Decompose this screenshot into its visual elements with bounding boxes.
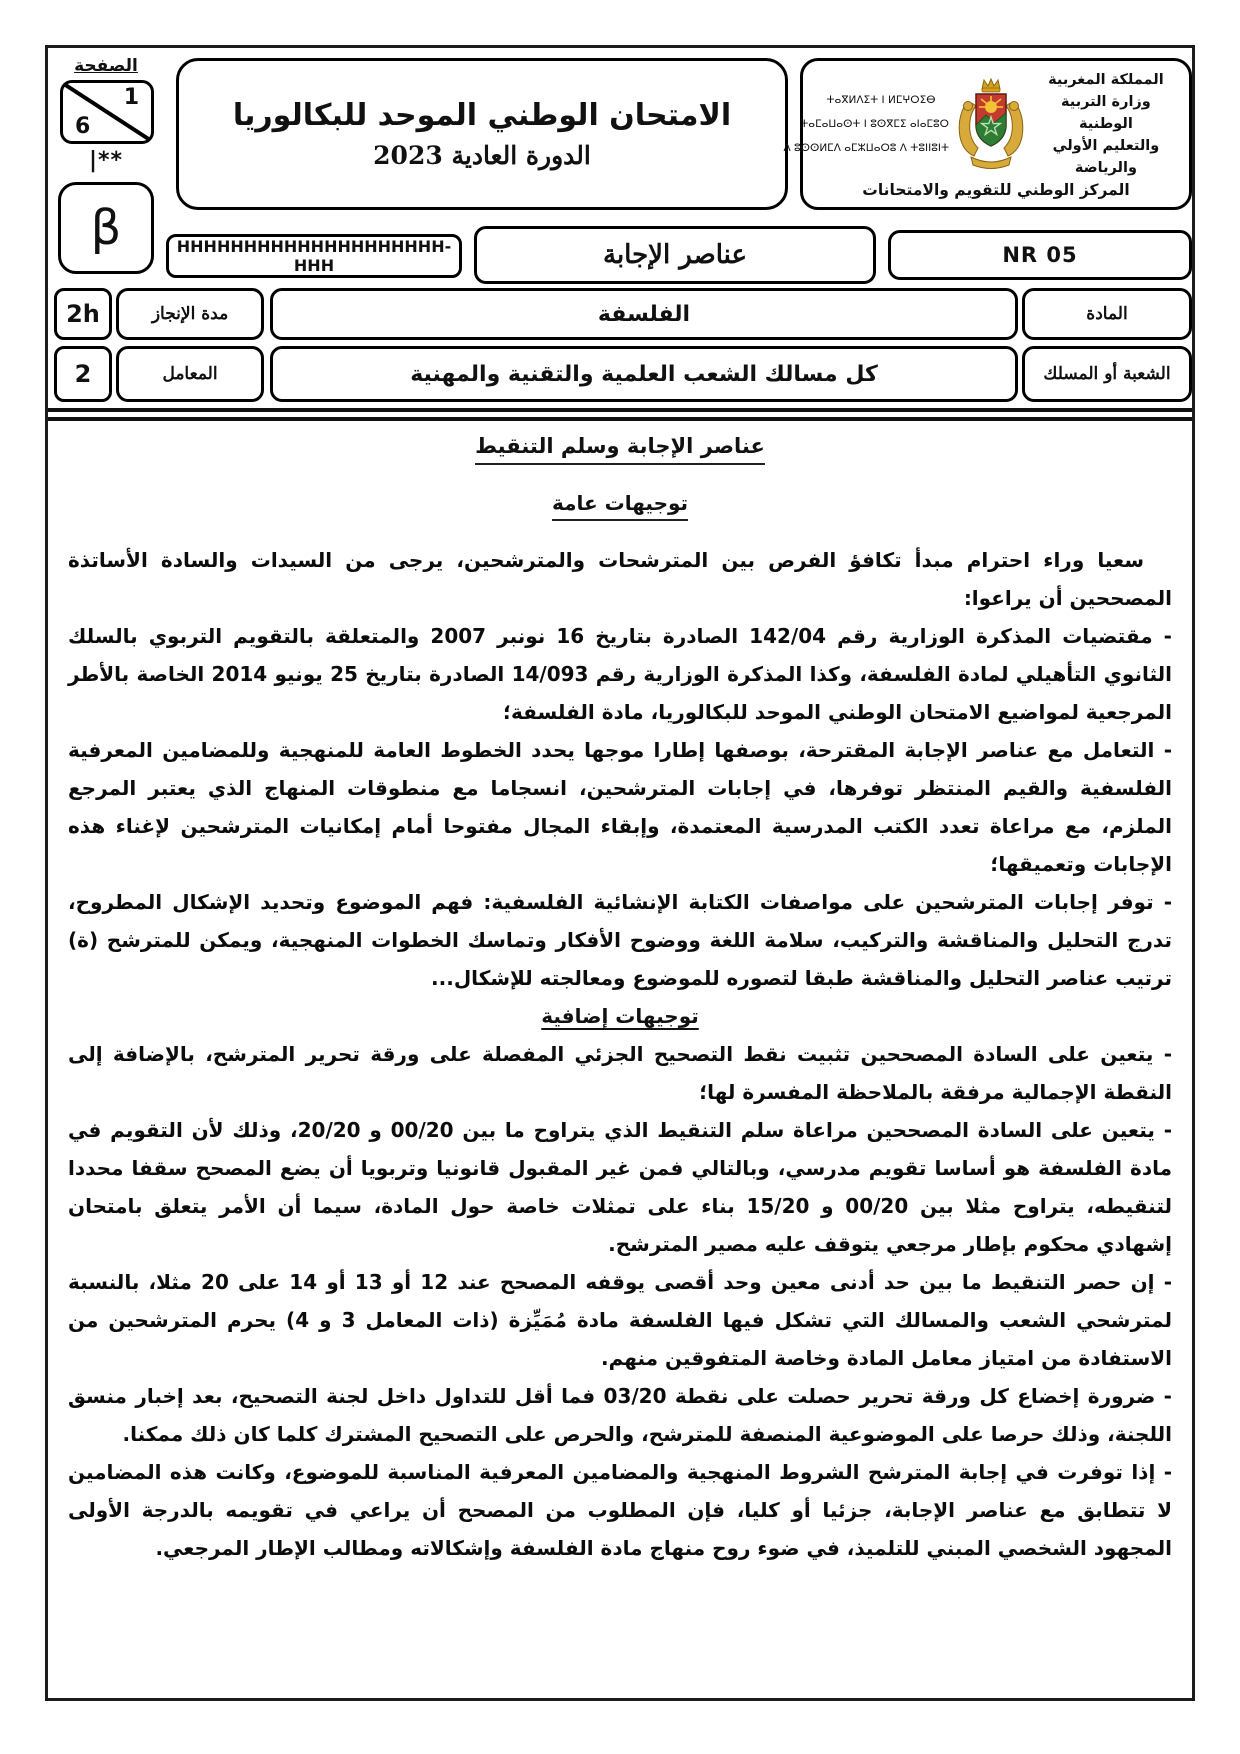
track-value: كل مسالك الشعب العلمية والتقنية والمهنية [270, 346, 1018, 402]
ministry-name-tifinagh-1: ⵜⴰⵎⴰⵡⴰⵙⵜ ⵏ ⵓⵙⴳⵎⵉ ⴰⵏⴰⵎⵓⵔ [800, 118, 949, 130]
coefficient-value: 2 [54, 346, 112, 402]
additional-guideline-item: - إذا توفرت في إجابة المترشح الشروط المنهجية والمضامين المعرفية المناسبة للموضوع، وكانت هذه المضامين لا تتطابق مع عناصر الإجابة، جزئيا أو كليا، فإن المطلوب من المصحح أن يراعي في تقويمه بالدرجة الأولى المجهود الشخصي المبني للتلميذ، في ضوء روح منهاج مادة الفلسفة وإشكالاته ومطالب الإطار المرجعي. [68, 1460, 1172, 1560]
barcode-text: HHHHHHHHHHHHHHHHHHHH-HHH [166, 234, 462, 278]
page-current: 1 [123, 85, 139, 110]
ministry-tifinagh-text [783, 88, 949, 160]
additional-guideline-item: - إن حصر التنقيط ما بين حد أدنى معين وحد أقصى يوقفه المصحح عند 12 أو 13 أو 14 على 20 مثلا، بالنسبة لمترشحي الشعب والمسالك التي تشكل فيها الفلسفة مادة مُمَيِّزة (ذات المعامل 3 و 4) يحرم المترشحين من الاستفادة من امتياز معامل المادة وخاصة المتفوقين منهم. [68, 1270, 1173, 1370]
document-frame [45, 45, 1195, 1701]
general-guideline-item: - التعامل مع عناصر الإجابة المقترحة، بوصفها إطارا موجها يحدد الخطوط العامة للمنهجية وللمضامين المعرفية الفلسفية والقيم المنتظر توفرها، في إجابات المترشحين، انسجاما مع منطوقات المنهاج الذي يعتبر المرجع الملزم، مع مراعاة تعدد الكتب المدرسية المعتمدة، وإبقاء المجال مفتوحا أمام إمكانيات المترشحين لإغناء هذه الإجابات وتعميقها؛ [68, 738, 1172, 876]
general-guideline-item: - مقتضيات المذكرة الوزارية رقم 142/04 الصادرة بتاريخ 16 نونبر 2007 والمتعلقة بالتقويم التربوي بالسلك الثانوي التأهيلي لمادة الفلسفة، وكذا المذكرة الوزارية رقم 14/093 الصادرة بتاريخ 25 يونيو 2014 الخاصة بالأطر المرجعية لمواضيع الامتحان الوطني الموحد للبكالوريا، مادة الفلسفة؛ [68, 624, 1172, 724]
exam-session: الدورة العادية 2023 [373, 141, 591, 170]
general-guideline-item: - توفر إجابات المترشحين على مواصفات الكتابة الإنشائية الفلسفية: فهم الموضوع وتحديد الإشكال المطروح، تدرج التحليل والمناقشة والتركيب، سلامة اللغة ووضوح الأفكار وتماسك الخطوات المنهجية، ويمكن للمترشح (ة) ترتيب عناصر التحليل والمناقشة طبقا لتصوره للموضوع ومعالجته للإشكال... [68, 890, 1172, 990]
kingdom-name-ar: المملكة المغربية [1048, 72, 1164, 88]
header-divider [48, 408, 1192, 421]
additional-guideline-item: - يتعين على السادة المصححين مراعاة سلم التنقيط الذي يتراوح ما بين 00/20 و 20/20، وذلك لأن التقويم في مادة الفلسفة هو أساسا تقويم مدرسي، وبالتالي فمن غير المقبول قانونيا وتربويا أن يضع المصحح سقفا محددا لتنقيطه، يتراوح مثلا بين 00/20 و 15/20 بناء على تمثلات خاصة حول المادة، سيما أن الأمر يتعلق بامتحان إشهادي محكوم بإطار مرجعي يتوقف عليه مصير المترشح. [68, 1118, 1172, 1256]
main-title: عناصر الإجابة وسلم التنقيط [475, 434, 765, 465]
page-indicator-label: الصفحة [74, 56, 138, 76]
reference-number: NR 05 [888, 230, 1192, 280]
page-total: 6 [75, 114, 91, 139]
duration-label: مدة الإنجاز [116, 288, 264, 340]
ministry-name-ar-2: والتعليم الأولي والرياضة [1052, 138, 1160, 176]
intro-paragraph: سعيا وراء احترام مبدأ تكافؤ الفرص بين المترشحات والمترشحين، يرجى من السيدات والسادة الأساتذة المصححين أن يراعوا: [68, 548, 1172, 610]
ministry-arabic-text [1033, 69, 1179, 179]
ministry-name-tifinagh-2: ⴷ ⵓⵙⵙⵍⵎⴷ ⴰⵎⵣⵡⴰⵔⵓ ⴷ ⵜⵓⵏⵏⵓⵏⵜ [783, 142, 949, 154]
exam-title: الامتحان الوطني الموحد للبكالوريا [232, 98, 732, 133]
page-indicator [60, 80, 154, 144]
page-code: |** [88, 148, 124, 173]
duration-value: 2h [54, 288, 112, 340]
kingdom-name-tifinagh: ⵜⴰⴳⵍⴷⵉⵜ ⵏ ⵍⵎⵖⵔⵉⴱ [826, 94, 936, 106]
document-type-title: عناصر الإجابة [474, 226, 876, 284]
exam-title-box [176, 58, 788, 210]
ministry-name-ar-1: وزارة التربية الوطنية [1061, 94, 1151, 132]
track-label: الشعبة أو المسلك [1022, 346, 1192, 402]
answer-key-body [68, 422, 1172, 1567]
additional-guidelines-title: توجيهات إضافية [541, 1004, 699, 1028]
general-guidelines-title: توجيهات عامة [552, 491, 688, 521]
additional-guideline-item: - يتعين على السادة المصححين تثبيت نقط التصحيح الجزئي المفصلة على ورقة تحرير المترشح، بالإضافة إلى النقطة الإجمالية مرفقة بالملاحظة المفسرة لها؛ [68, 1042, 1172, 1104]
evaluation-center-name: المركز الوطني للتقويم والامتحانات [862, 181, 1130, 199]
coefficient-label: المعامل [116, 346, 264, 402]
ministry-header [783, 69, 1179, 179]
additional-guideline-item: - ضرورة إخضاع كل ورقة تحرير حصلت على نقطة 03/20 فما أقل للتداول داخل لجنة التصحيح، بعد إخبار منسق اللجنة، وذلك حرصا على الموضوعية المنصفة للمترشح، والحرص على التصحيح المشترك كلما كان ذلك ممكنا. [68, 1384, 1172, 1446]
coat-of-arms-icon [949, 77, 1033, 171]
ministry-box [783, 58, 1192, 210]
subject-value: الفلسفة [270, 288, 1018, 340]
subject-label: المادة [1022, 288, 1192, 340]
beta-symbol-box: β [58, 182, 154, 274]
